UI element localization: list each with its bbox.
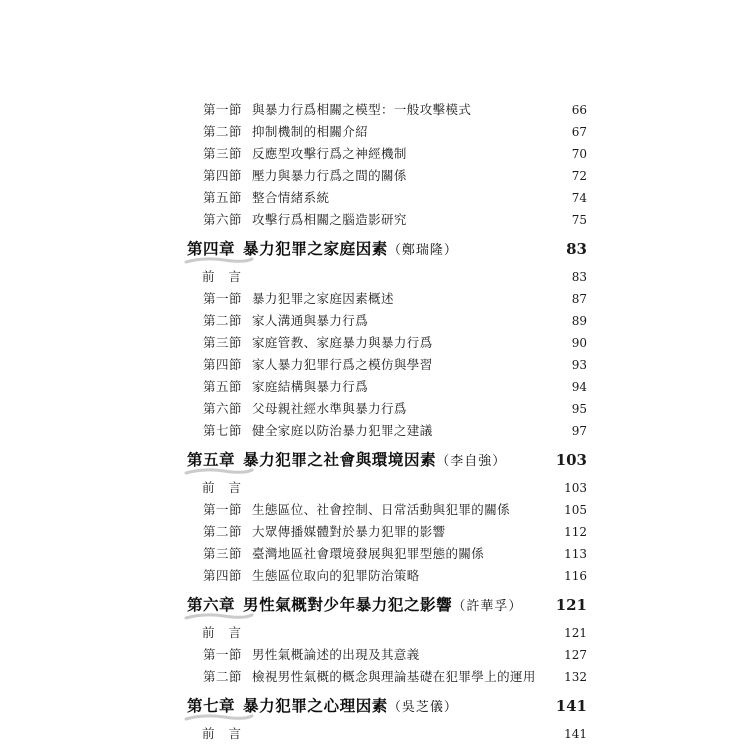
section-title: 壓力與暴力行爲之間的關係: [252, 168, 407, 183]
section-title: 家人暴力犯罪行爲之模仿與學習: [252, 357, 433, 372]
section-page-number: 105: [564, 503, 587, 517]
section-title: 反應型攻擊行爲之神經機制: [252, 146, 407, 161]
toc-preface-row[interactable]: [0, 622, 750, 644]
section-number: 第六節: [203, 212, 243, 227]
toc-preface-row[interactable]: [0, 266, 750, 288]
chapter-number: 第四章: [187, 240, 236, 258]
toc-section-row[interactable]: [0, 398, 750, 420]
toc-preface-row[interactable]: [0, 477, 750, 499]
toc-section-row[interactable]: [0, 666, 750, 688]
section-title: 臺灣地區社會環境發展與犯罪型態的關係: [252, 546, 485, 561]
section-title: 家庭管教、家庭暴力與暴力行爲: [252, 335, 433, 350]
chapter-page-number: 103: [555, 451, 587, 469]
section-title: 家庭結構與暴力行爲: [252, 379, 369, 394]
toc-section-row[interactable]: [0, 332, 750, 354]
section-title: 攻擊行爲相關之腦造影研究: [252, 212, 407, 227]
section-page-number: 132: [564, 670, 587, 684]
section-number: 第三節: [203, 546, 243, 561]
section-page-number: 66: [571, 103, 587, 117]
chapter-title: [243, 447, 506, 475]
section-title: 檢視男性氣概的概念與理論基礎在犯罪學上的運用: [252, 669, 536, 684]
section-number: 第四節: [203, 168, 243, 183]
section-page-number: 116: [564, 569, 587, 583]
chapter-page-number: 141: [555, 697, 587, 715]
toc-section-row[interactable]: [0, 420, 750, 442]
section-page-number: 95: [571, 402, 587, 416]
section-number: 第二節: [203, 524, 243, 539]
section-page-number: 89: [571, 314, 587, 328]
section-number: 第二節: [203, 124, 243, 139]
section-page-number: 113: [564, 547, 587, 561]
toc-section-row[interactable]: [0, 288, 750, 310]
chapter-title-text: 男性氣概對少年暴力犯之影響: [243, 596, 453, 614]
toc-section-row[interactable]: [0, 376, 750, 398]
section-page-number: 67: [571, 125, 587, 139]
section-page-number: 103: [564, 481, 587, 495]
chapter-number: 第七章: [187, 697, 236, 715]
section-page-number: 127: [564, 648, 587, 662]
chapter-title: [243, 236, 458, 264]
section-page-number: 87: [571, 292, 587, 306]
section-number: 第二節: [203, 313, 243, 328]
section-number: 第一節: [203, 102, 243, 117]
section-number: 第五節: [203, 190, 243, 205]
chapter-page-number: 121: [555, 596, 587, 614]
section-page-number: 93: [571, 358, 587, 372]
toc-section-row[interactable]: [0, 187, 750, 209]
chapter-title: [243, 693, 458, 721]
toc-chapter-row[interactable]: [0, 446, 750, 476]
toc-section-row[interactable]: [0, 521, 750, 543]
toc-section-row[interactable]: [0, 644, 750, 666]
section-page-number: 74: [571, 191, 587, 205]
section-title: 與暴力行爲相關之模型：一般攻擊模式: [252, 102, 472, 117]
toc-section-row[interactable]: [0, 99, 750, 121]
section-page-number: 75: [571, 213, 587, 227]
chapter-number: 第六章: [187, 596, 236, 614]
chapter-title: [243, 592, 522, 620]
chapter-author: （李自強）: [436, 454, 507, 469]
section-page-number: 121: [564, 626, 587, 640]
section-number: 第五節: [203, 379, 243, 394]
section-page-number: 94: [571, 380, 587, 394]
section-number: 第七節: [203, 423, 243, 438]
section-number: 第四節: [203, 568, 243, 583]
toc-section-row[interactable]: [0, 143, 750, 165]
section-number: 第一節: [203, 502, 243, 517]
section-page-number: 72: [571, 169, 587, 183]
section-number: 第四節: [203, 357, 243, 372]
section-title: 男性氣概論述的出現及其意義: [252, 647, 420, 662]
chapter-page-number: 83: [566, 240, 587, 258]
toc-section-row[interactable]: [0, 310, 750, 332]
section-title: 生態區位取向的犯罪防治策略: [252, 568, 420, 583]
section-title: 生態區位、社會控制、日常活動與犯罪的關係: [252, 502, 511, 517]
toc-chapter-row[interactable]: [0, 235, 750, 265]
toc-preface-row[interactable]: [0, 723, 750, 745]
toc-section-row[interactable]: [0, 565, 750, 587]
chapter-author: （吳芝儀）: [387, 700, 458, 715]
section-number: 第一節: [203, 647, 243, 662]
section-title: 父母親社經水準與暴力行爲: [252, 401, 407, 416]
preface-label: 前言: [202, 480, 256, 495]
toc-section-row[interactable]: [0, 543, 750, 565]
section-page-number: 112: [564, 525, 587, 539]
section-title: 整合情緒系統: [252, 190, 330, 205]
section-title: 健全家庭以防治暴力犯罪之建議: [252, 423, 433, 438]
chapter-title-text: 暴力犯罪之社會與環境因素: [243, 451, 437, 469]
toc-chapter-row[interactable]: [0, 692, 750, 722]
section-title: 抑制機制的相關介紹: [252, 124, 369, 139]
section-page-number: 70: [571, 147, 587, 161]
section-page-number: 90: [571, 336, 587, 350]
toc-section-row[interactable]: [0, 354, 750, 376]
chapter-title-text: 暴力犯罪之家庭因素: [243, 240, 388, 258]
section-number: 第三節: [203, 146, 243, 161]
section-title: 大眾傳播媒體對於暴力犯罪的影響: [252, 524, 446, 539]
preface-label: 前言: [202, 625, 256, 640]
toc-section-row[interactable]: [0, 165, 750, 187]
section-number: 第一節: [203, 291, 243, 306]
chapter-number: 第五章: [187, 451, 236, 469]
chapter-author: （鄭瑞隆）: [387, 243, 458, 258]
section-number: 第三節: [203, 335, 243, 350]
chapter-title-text: 暴力犯罪之心理因素: [243, 697, 388, 715]
chapter-author: （許華孚）: [452, 599, 523, 614]
section-page-number: 83: [571, 270, 587, 284]
toc-chapter-row[interactable]: [0, 591, 750, 621]
preface-label: 前言: [202, 726, 256, 741]
section-number: 第二節: [203, 669, 243, 684]
section-title: 暴力犯罪之家庭因素概述: [252, 291, 394, 306]
toc-section-row[interactable]: [0, 209, 750, 231]
toc-section-row[interactable]: [0, 121, 750, 143]
preface-label: 前言: [202, 269, 256, 284]
section-page-number: 141: [564, 727, 587, 741]
section-title: 家人溝通與暴力行爲: [252, 313, 369, 328]
section-number: 第六節: [203, 401, 243, 416]
toc-section-row[interactable]: [0, 499, 750, 521]
section-page-number: 97: [571, 424, 587, 438]
